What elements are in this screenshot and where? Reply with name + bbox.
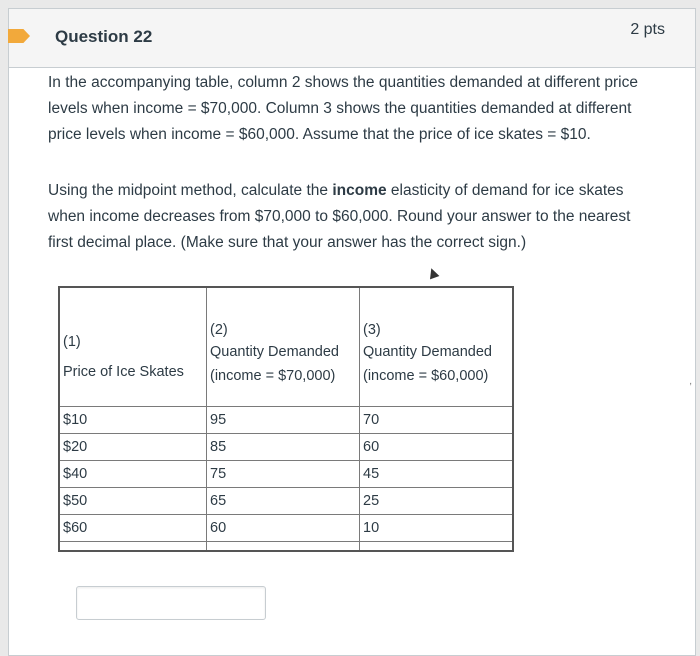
table-cell: $20 (59, 434, 207, 461)
table-spacer-cell (207, 542, 360, 552)
demand-table (58, 286, 514, 552)
table-cell: 85 (207, 434, 360, 461)
table-cell: 70 (360, 407, 514, 434)
header-col2-line2: (income = $70,000) (210, 368, 336, 384)
table-cell: $40 (59, 461, 207, 488)
table-row (59, 461, 513, 488)
question-paragraph-2 (48, 178, 656, 256)
table-spacer-cell (360, 542, 514, 552)
header-col3-line2: (income = $60,000) (363, 368, 489, 384)
paragraph-2-start: Using the midpoint method, calculate the (48, 182, 333, 199)
table-cell: 65 (207, 488, 360, 515)
question-points: 2 pts (630, 21, 665, 38)
table-row (59, 488, 513, 515)
table-cell: $10 (59, 407, 207, 434)
question-paragraph-1: In the accompanying table, column 2 shows the quantities demanded at different price levels when income = $70,000. Column 3 shows the quantities demanded at different price levels when income = $60,000. Assume that the price of ice skates = $10. (48, 74, 638, 143)
table-cell: 60 (360, 434, 514, 461)
table-header-col2 (207, 287, 360, 407)
paragraph-2-end: elasticity of demand for ice skates when income decreases from $70,000 to $60,000. Round your answer to the nearest first decimal place. (Make sure that your answer has the correct sign.) (48, 182, 631, 251)
header-col2-line1: Quantity Demanded (210, 344, 339, 360)
header-col2-num: (2) (210, 322, 228, 338)
table-header-col3 (360, 287, 514, 407)
question-header (9, 9, 695, 68)
header-col1-num: (1) (63, 334, 81, 350)
header-col1-label: Price of Ice Skates (63, 364, 184, 380)
table-cell: 75 (207, 461, 360, 488)
table-row (59, 407, 513, 434)
table-cell: 25 (360, 488, 514, 515)
header-col3-num: (3) (363, 322, 381, 338)
side-tick-icon: , (689, 376, 692, 387)
table-cell: 95 (207, 407, 360, 434)
table-row (59, 515, 513, 542)
paragraph-2-bold: income (332, 182, 387, 199)
table-header-row (59, 287, 513, 407)
answer-input[interactable] (76, 586, 266, 620)
table-header-col1 (59, 287, 207, 407)
header-col3-line1: Quantity Demanded (363, 344, 492, 360)
table-cell: 60 (207, 515, 360, 542)
table-cell: $50 (59, 488, 207, 515)
table-cell: 10 (360, 515, 514, 542)
table-spacer-row (59, 542, 513, 552)
question-title: Question 22 (55, 27, 153, 46)
table-cell: 45 (360, 461, 514, 488)
flag-marker-icon[interactable] (8, 29, 30, 43)
table-cell: $60 (59, 515, 207, 542)
table-row (59, 434, 513, 461)
table-spacer-cell (59, 542, 207, 552)
